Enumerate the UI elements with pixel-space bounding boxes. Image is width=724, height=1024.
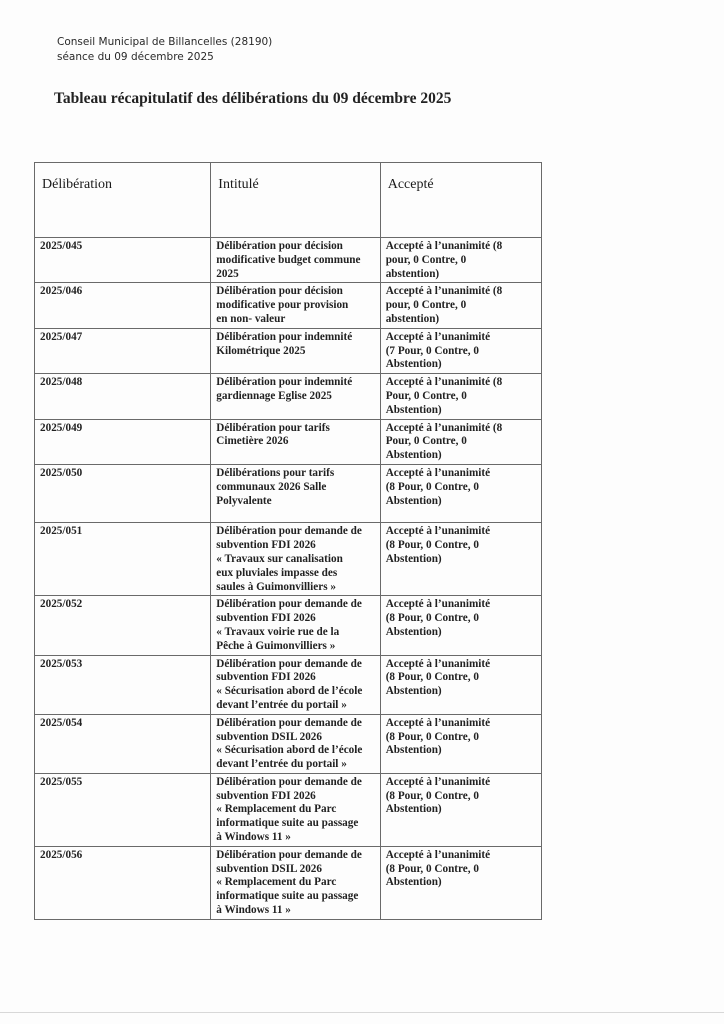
deliberation-vote-line: (8 Pour, 0 Contre, 0 (385, 671, 479, 684)
deliberation-vote-line: Pour, 0 Contre, 0 (385, 435, 467, 448)
deliberation-number (35, 374, 211, 419)
deliberation-vote (380, 655, 541, 714)
deliberation-title-line: à Windows 11 » (216, 831, 291, 844)
deliberation-title (211, 238, 380, 283)
deliberation-title (211, 283, 380, 328)
deliberation-vote-line: pour, 0 Contre, 0 (385, 253, 467, 266)
deliberation-vote (380, 846, 541, 919)
council-name: Conseil Municipal de Billancelles (28190) (57, 36, 273, 48)
deliberation-title (211, 523, 380, 596)
deliberation-number-line: 2025/045 (40, 240, 83, 252)
deliberation-title-line: à Windows 11 » (216, 904, 291, 917)
deliberation-vote-line: Abstention) (385, 625, 442, 638)
deliberation-number-line: 2025/050 (40, 466, 83, 479)
deliberation-title-line: Délibération pour demande de (216, 775, 362, 788)
deliberation-vote-line: abstention) (385, 312, 440, 325)
deliberation-title-line: subvention FDI 2026 (216, 789, 316, 802)
deliberation-title (211, 328, 380, 373)
deliberation-vote-line: Abstention) (385, 403, 442, 416)
deliberation-vote-line: Abstention) (385, 494, 442, 507)
deliberation-vote-line: Accepté à l’unanimité (385, 525, 491, 538)
deliberation-number (35, 238, 211, 283)
deliberation-vote-line: Accepté à l’unanimité (8 (385, 376, 503, 389)
deliberation-vote (380, 374, 541, 419)
deliberation-vote-line: Accepté à l’unanimité (385, 848, 491, 861)
deliberation-number-line: 2025/055 (40, 775, 83, 788)
deliberation-title-line: « Remplacement du Parc (216, 876, 337, 889)
deliberation-title-line: Délibération pour demande de (216, 598, 362, 611)
deliberation-vote-line: Accepté à l’unanimité (385, 775, 491, 788)
deliberation-title-line: devant l’entrée du portail » (216, 698, 347, 711)
deliberation-vote (380, 523, 541, 596)
deliberation-number (35, 773, 211, 846)
deliberation-vote-line: Abstention) (385, 552, 442, 565)
deliberation-vote-line: Abstention) (385, 876, 442, 889)
deliberation-vote-line: Abstention) (385, 744, 442, 757)
deliberation-title-line: Délibération pour demande de (216, 657, 362, 670)
deliberation-title-line: subvention FDI 2026 (216, 612, 316, 625)
deliberation-title-line: Délibération pour tarifs (216, 421, 330, 434)
deliberation-number-line: 2025/048 (40, 376, 83, 389)
deliberation-title-line: « Sécurisation abord de l’école (216, 685, 363, 698)
table-row (35, 846, 542, 919)
deliberation-vote (380, 773, 541, 846)
deliberation-title-line: modificative budget commune (216, 253, 361, 266)
column-header-deliberation: Délibération (35, 163, 211, 238)
table-row (35, 596, 542, 655)
deliberation-title (211, 374, 380, 419)
deliberation-title (211, 596, 380, 655)
deliberation-title-line: subvention FDI 2026 (216, 671, 316, 684)
deliberation-title-line: Pêche à Guimonvilliers » (216, 639, 336, 652)
deliberation-title-line: subvention DSIL 2026 (216, 862, 322, 875)
deliberation-title-line: « Sécurisation abord de l’école (216, 744, 363, 757)
deliberation-vote-line: Accepté à l’unanimité (385, 330, 491, 343)
deliberation-title (211, 773, 380, 846)
page-bottom-rule (0, 1012, 724, 1013)
deliberation-vote (380, 328, 541, 373)
deliberation-vote-line: Accepté à l’unanimité (8 (385, 285, 503, 298)
deliberation-vote (380, 714, 541, 773)
table-row (35, 328, 542, 373)
deliberation-number-line: 2025/049 (40, 421, 83, 434)
deliberation-title-line: Délibération pour décision (216, 285, 343, 298)
deliberation-vote (380, 596, 541, 655)
deliberation-vote-line: Abstention) (385, 358, 442, 371)
deliberation-number (35, 655, 211, 714)
table-row (35, 714, 542, 773)
deliberation-vote-line: Abstention) (385, 685, 442, 698)
table-row (35, 238, 542, 283)
deliberation-vote-line: abstention) (385, 267, 440, 280)
deliberation-vote-line: Abstention) (385, 449, 442, 462)
deliberation-vote-line: Accepté à l’unanimité (8 (385, 421, 503, 434)
table-row (35, 464, 542, 522)
deliberation-title-line: Délibération pour indemnité (216, 330, 353, 343)
deliberation-number (35, 714, 211, 773)
deliberation-title-line: 2025 (216, 267, 239, 280)
deliberation-number-line: 2025/056 (40, 848, 83, 861)
table-row (35, 374, 542, 419)
deliberation-vote-line: (8 Pour, 0 Contre, 0 (385, 862, 479, 875)
deliberation-title-line: Délibération pour indemnité (216, 376, 353, 389)
deliberation-vote-line: (8 Pour, 0 Contre, 0 (385, 612, 479, 625)
table-row (35, 283, 542, 328)
column-header-intitule: Intitulé (211, 163, 380, 238)
table-row (35, 419, 542, 464)
session-date: séance du 09 décembre 2025 (57, 51, 214, 63)
deliberation-vote-line: Accepté à l’unanimité (385, 466, 491, 479)
deliberation-vote-line: (8 Pour, 0 Contre, 0 (385, 539, 479, 552)
deliberation-vote-line: Accepté à l’unanimité (385, 716, 491, 729)
deliberation-title-line: Délibération pour demande de (216, 525, 362, 538)
deliberation-title-line: subvention DSIL 2026 (216, 730, 322, 743)
table-body (35, 238, 542, 920)
deliberation-title-line: « Travaux voirie rue de la (216, 625, 340, 638)
table-row (35, 523, 542, 596)
deliberation-title (211, 846, 380, 919)
deliberation-number-line: 2025/052 (40, 598, 83, 611)
deliberation-vote-line: (8 Pour, 0 Contre, 0 (385, 480, 479, 493)
deliberation-title (211, 714, 380, 773)
deliberation-number (35, 328, 211, 373)
deliberation-title-line: Délibérations pour tarifs (216, 466, 335, 479)
deliberation-vote (380, 464, 541, 522)
deliberation-title-line: Délibération pour décision (216, 240, 343, 252)
deliberation-title (211, 655, 380, 714)
deliberation-vote-line: Accepté à l’unanimité (385, 657, 491, 670)
deliberation-vote-line: (8 Pour, 0 Contre, 0 (385, 789, 479, 802)
deliberation-vote (380, 283, 541, 328)
deliberation-title-line: informatique suite au passage (216, 817, 359, 830)
deliberation-number-line: 2025/053 (40, 657, 83, 670)
deliberation-title-line: « Travaux sur canalisation (216, 552, 343, 565)
deliberation-vote-line: (7 Pour, 0 Contre, 0 (385, 344, 479, 357)
deliberation-number (35, 846, 211, 919)
deliberation-number (35, 523, 211, 596)
deliberation-number-line: 2025/051 (40, 525, 83, 538)
deliberation-title-line: gardiennage Eglise 2025 (216, 389, 332, 402)
table-header-row (35, 163, 542, 238)
deliberation-number-line: 2025/046 (40, 285, 83, 298)
deliberation-vote-line: Accepté à l’unanimité (385, 598, 491, 611)
deliberation-title (211, 464, 380, 522)
deliberation-vote (380, 238, 541, 283)
deliberation-title (211, 419, 380, 464)
deliberation-vote (380, 419, 541, 464)
deliberation-title-line: informatique suite au passage (216, 890, 359, 903)
deliberation-title-line: modificative pour provision (216, 299, 349, 312)
deliberation-title-line: communaux 2026 Salle (216, 480, 327, 493)
deliberation-title-line: saules à Guimonvilliers » (216, 580, 336, 593)
table-row (35, 655, 542, 714)
deliberation-title-line: devant l’entrée du portail » (216, 758, 347, 771)
deliberation-title-line: Kilométrique 2025 (216, 344, 306, 357)
deliberation-number-line: 2025/047 (40, 330, 83, 343)
deliberations-table (34, 162, 542, 920)
table-row (35, 773, 542, 846)
deliberation-vote-line: (8 Pour, 0 Contre, 0 (385, 730, 479, 743)
deliberation-number-line: 2025/054 (40, 716, 83, 729)
column-header-accepte: Accepté (380, 163, 541, 238)
deliberation-number (35, 464, 211, 522)
deliberation-vote-line: Pour, 0 Contre, 0 (385, 389, 467, 402)
deliberation-title-line: Délibération pour demande de (216, 848, 362, 861)
deliberation-number (35, 283, 211, 328)
deliberation-title-line: en non- valeur (216, 312, 286, 325)
deliberation-vote-line: Abstention) (385, 803, 442, 816)
deliberation-title-line: Polyvalente (216, 494, 272, 507)
deliberation-title-line: Cimetière 2026 (216, 435, 289, 448)
deliberation-title-line: « Remplacement du Parc (216, 803, 337, 816)
deliberation-number (35, 419, 211, 464)
deliberation-number (35, 596, 211, 655)
deliberation-title-line: subvention FDI 2026 (216, 539, 316, 552)
deliberation-vote-line: pour, 0 Contre, 0 (385, 299, 467, 312)
deliberation-title-line: Délibération pour demande de (216, 716, 362, 729)
document-header (57, 35, 272, 65)
deliberation-title-line: eux pluviales impasse des (216, 566, 338, 579)
deliberation-vote-line: Accepté à l’unanimité (8 (385, 240, 503, 252)
page-title: Tableau récapitulatif des délibérations du 09 décembre 2025 (54, 90, 452, 107)
